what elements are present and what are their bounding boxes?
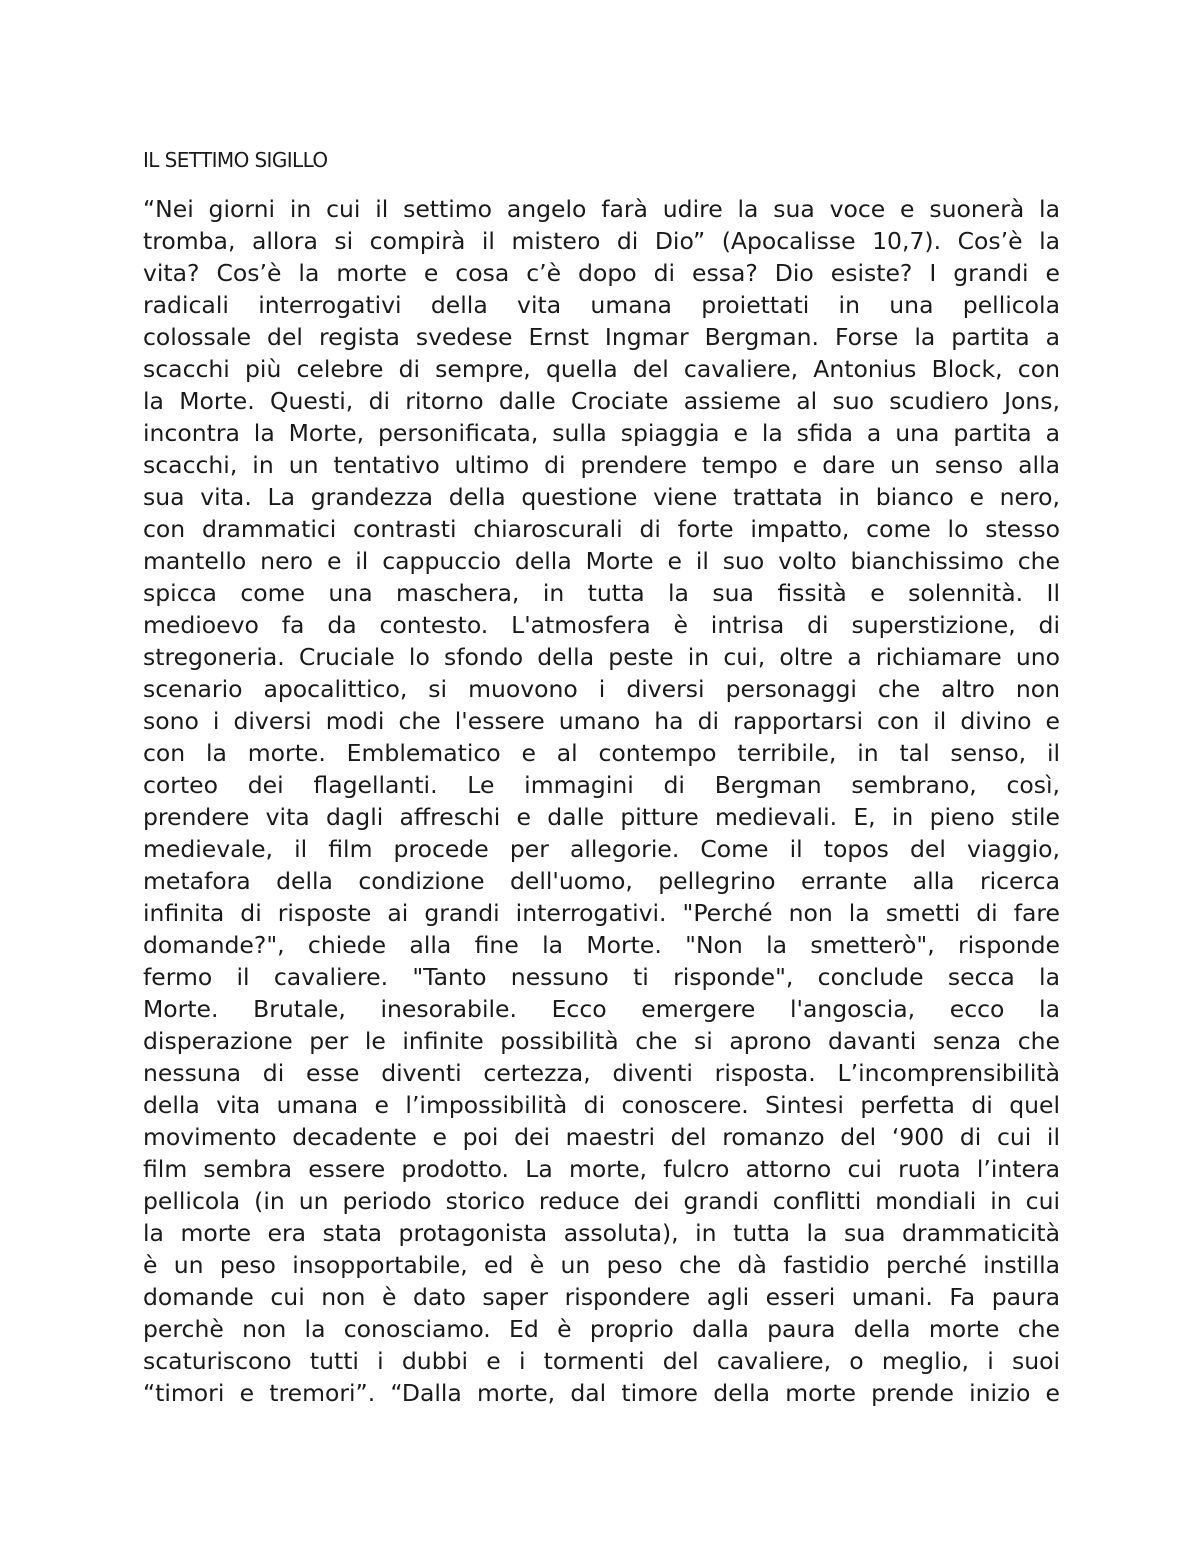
body-line: “timori e tremori”. “Dalla morte, dal timore della morte prende inizio e	[143, 1379, 1060, 1407]
body-line: domande?", chiede alla fine la Morte. "Non la smetterò", risponde	[143, 931, 1060, 959]
body-line: stregoneria. Cruciale lo sfondo della peste in cui, oltre a richiamare uno	[143, 643, 1060, 671]
body-line: “Nei giorni in cui il settimo angelo farà udire la sua voce e suonerà la	[143, 195, 1060, 223]
body-line: nessuna di esse diventi certezza, diventi risposta. L’incomprensibilità	[143, 1059, 1060, 1087]
body-line: incontra la Morte, personificata, sulla spiaggia e la sfida a una partita a	[143, 419, 1060, 447]
body-line: è un peso insopportabile, ed è un peso che dà fastidio perché instilla	[143, 1251, 1060, 1279]
body-line: prendere vita dagli affreschi e dalle pitture medievali. E, in pieno stile	[143, 803, 1060, 831]
body-line: tromba, allora si compirà il mistero di Dio” (Apocalisse 10,7). Cos’è la	[143, 227, 1060, 255]
body-line: radicali interrogativi della vita umana proiettati in una pellicola	[143, 291, 1060, 319]
body-line: sono i diversi modi che l'essere umano ha di rapportarsi con il divino e	[143, 707, 1060, 735]
body-line: scacchi più celebre di sempre, quella del cavaliere, Antonius Block, con	[143, 355, 1060, 383]
body-line: colossale del regista svedese Ernst Ingmar Bergman. Forse la partita a	[143, 323, 1060, 351]
body-line: sua vita. La grandezza della questione viene trattata in bianco e nero,	[143, 483, 1060, 511]
document-body	[143, 193, 1060, 1409]
body-line: Morte. Brutale, inesorabile. Ecco emergere l'angoscia, ecco la	[143, 995, 1060, 1023]
body-line: movimento decadente e poi dei maestri del romanzo del ‘900 di cui il	[143, 1123, 1060, 1151]
body-line: con drammatici contrasti chiaroscurali di forte impatto, come lo stesso	[143, 515, 1060, 543]
body-line: disperazione per le infinite possibilità che si aprono davanti senza che	[143, 1027, 1060, 1055]
body-line: scaturiscono tutti i dubbi e i tormenti del cavaliere, o meglio, i suoi	[143, 1347, 1060, 1375]
body-line: infinita di risposte ai grandi interrogativi. "Perché non la smetti di fare	[143, 899, 1060, 927]
body-line: corteo dei flagellanti. Le immagini di Bergman sembrano, così,	[143, 771, 1060, 799]
body-line: domande cui non è dato saper rispondere agli esseri umani. Fa paura	[143, 1283, 1060, 1311]
body-line: la Morte. Questi, di ritorno dalle Crociate assieme al suo scudiero Jons,	[143, 387, 1060, 415]
body-line: spicca come una maschera, in tutta la sua fissità e solennità. Il	[143, 579, 1060, 607]
body-line: vita? Cos’è la morte e cosa c’è dopo di essa? Dio esiste? I grandi e	[143, 259, 1060, 287]
body-line: medioevo fa da contesto. L'atmosfera è intrisa di superstizione, di	[143, 611, 1060, 639]
body-line: scacchi, in un tentativo ultimo di prendere tempo e dare un senso alla	[143, 451, 1060, 479]
body-line: della vita umana e l’impossibilità di conoscere. Sintesi perfetta di quel	[143, 1091, 1060, 1119]
body-line: perchè non la conosciamo. Ed è proprio dalla paura della morte che	[143, 1315, 1060, 1343]
body-line: scenario apocalittico, si muovono i diversi personaggi che altro non	[143, 675, 1060, 703]
body-line: la morte era stata protagonista assoluta), in tutta la sua drammaticità	[143, 1219, 1060, 1247]
body-line: pellicola (in un periodo storico reduce dei grandi conflitti mondiali in cui	[143, 1187, 1060, 1215]
document-title: IL SETTIMO SIGILLO	[143, 148, 328, 172]
body-line: medievale, il film procede per allegorie. Come il topos del viaggio,	[143, 835, 1060, 863]
body-line: film sembra essere prodotto. La morte, fulcro attorno cui ruota l’intera	[143, 1155, 1060, 1183]
body-line: con la morte. Emblematico e al contempo terribile, in tal senso, il	[143, 739, 1060, 767]
body-line: metafora della condizione dell'uomo, pellegrino errante alla ricerca	[143, 867, 1060, 895]
body-line: fermo il cavaliere. "Tanto nessuno ti risponde", conclude secca la	[143, 963, 1060, 991]
body-line: mantello nero e il cappuccio della Morte e il suo volto bianchissimo che	[143, 547, 1060, 575]
